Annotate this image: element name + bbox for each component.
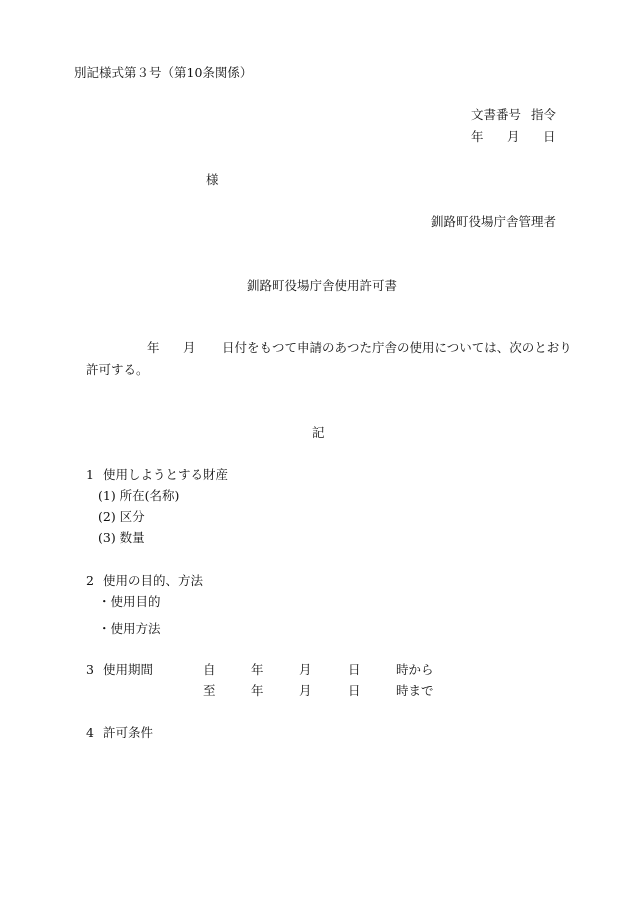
period-to-suffix: 時まで	[396, 683, 434, 698]
form-reference: 別記様式第３号（第10条関係）	[74, 65, 253, 80]
period-from-prefix: 自	[203, 662, 216, 677]
issuer: 釧路町役場庁舎管理者	[431, 214, 557, 229]
section-1-item: (3) 数量	[98, 530, 145, 545]
recipient-suffix: 様	[206, 172, 219, 187]
period-from-month: 月	[299, 662, 312, 677]
issue-date-day: 日	[543, 129, 556, 144]
body-line1: 日付をもつて申請のあつた庁舎の使用については、次のとおり	[222, 340, 572, 355]
section-2-title: 使用の目的、方法	[103, 573, 204, 588]
doc-number-value: 指令	[531, 107, 557, 122]
section-1-item: (2) 区分	[98, 509, 145, 524]
period-from-day: 日	[348, 662, 361, 677]
issue-date-year: 年	[471, 129, 484, 144]
issue-date-month: 月	[507, 129, 520, 144]
section-1-item: (1) 所在(名称)	[98, 488, 180, 503]
section-3-number: 3	[86, 662, 94, 677]
ki-heading: 記	[312, 425, 325, 440]
section-2-number: 2	[86, 573, 94, 588]
section-4-number: 4	[86, 725, 94, 740]
section-3-title: 使用期間	[103, 662, 154, 677]
period-from-suffix: 時から	[396, 662, 434, 677]
period-to-prefix: 至	[203, 683, 216, 698]
period-to-year: 年	[251, 683, 264, 698]
section-2-item: ・使用目的	[98, 594, 161, 609]
doc-number-label: 文書番号	[471, 107, 522, 122]
body-year: 年	[147, 340, 160, 355]
period-from-year: 年	[251, 662, 264, 677]
body-month: 月	[183, 340, 196, 355]
body-line2: 許可する。	[86, 362, 149, 377]
section-2-item: ・使用方法	[98, 621, 161, 636]
section-1-title: 使用しようとする財産	[103, 467, 229, 482]
section-4-title: 許可条件	[103, 725, 154, 740]
period-to-month: 月	[299, 683, 312, 698]
section-1-number: 1	[86, 467, 94, 482]
period-to-day: 日	[348, 683, 361, 698]
page-title: 釧路町役場庁舎使用許可書	[247, 278, 398, 293]
